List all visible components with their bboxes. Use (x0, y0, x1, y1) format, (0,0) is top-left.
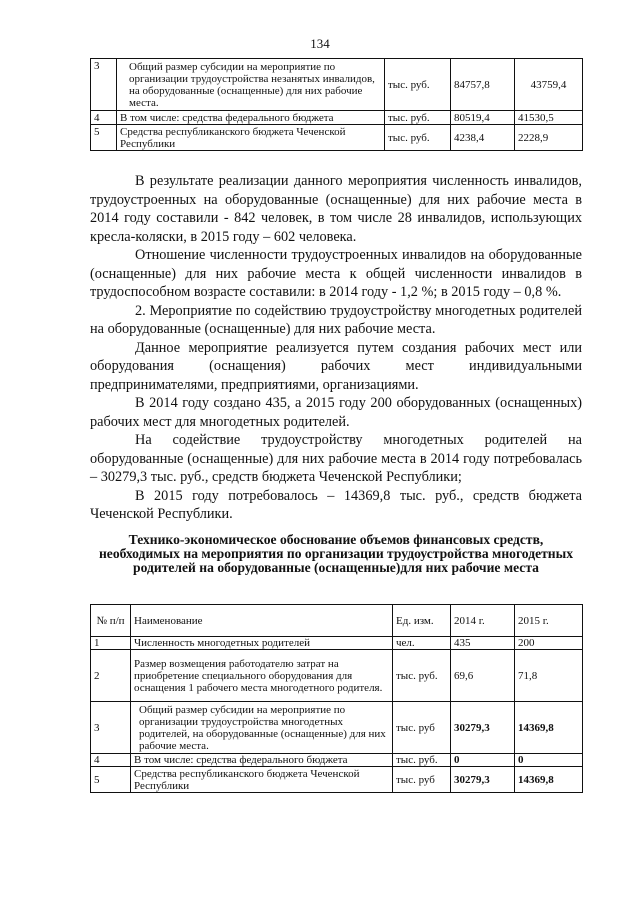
row-unit: тыс. руб. (385, 59, 451, 111)
row-number: 3 (91, 702, 131, 754)
body-text (90, 172, 582, 524)
row-value-2014: 84757,8 (451, 59, 515, 111)
row-name: Общий размер субсидии на мероприятие по организации трудоустройства незанятых инвалидов, на оборудованные (оснащенные) для них рабочие места. (117, 59, 385, 111)
header-name: Наименование (131, 605, 393, 637)
row-unit: тыс. руб. (385, 125, 451, 151)
row-value-2014: 4238,4 (451, 125, 515, 151)
paragraph: В 2014 году создано 435, а 2015 году 200 оборудованных (оснащенных) рабочих мест для многодетных родителей. (90, 395, 582, 430)
page-number: 134 (310, 36, 330, 51)
row-number: 5 (91, 767, 131, 793)
row-value-2015: 41530,5 (515, 111, 583, 125)
table-row (91, 702, 583, 754)
row-value-2014: 69,6 (451, 650, 515, 702)
row-value-2015: 71,8 (515, 650, 583, 702)
paragraph: 2. Мероприятие по содействию трудоустройству многодетных родителей на оборудованные (оснащенные) для них рабочие места. (90, 302, 582, 337)
row-name: Средства республиканского бюджета Чеченской Республики (117, 125, 385, 151)
header-num: № п/п (91, 605, 131, 637)
row-value-2015: 14369,8 (515, 767, 583, 793)
row-unit: тыс. руб (393, 702, 451, 754)
row-unit: тыс. руб (393, 767, 451, 793)
row-value-2015: 14369,8 (515, 702, 583, 754)
table-row (91, 754, 583, 767)
row-number: 4 (91, 754, 131, 767)
row-number: 5 (91, 125, 117, 151)
row-value-2014: 30279,3 (451, 767, 515, 793)
row-name: Средства республиканского бюджета Чеченской Республики (131, 767, 393, 793)
row-unit: тыс. руб. (385, 111, 451, 125)
subsidy-parents-table (90, 604, 583, 793)
row-unit: тыс. руб. (393, 650, 451, 702)
paragraph: В 2015 году потребовалось – 14369,8 тыс. руб., средств бюджета Чеченской Республики. (90, 487, 582, 522)
header-2015: 2015 г. (515, 605, 583, 637)
table-row (91, 125, 583, 151)
paragraph: В результате реализации данного мероприятия численность инвалидов, трудоустроенных на оборудованные (оснащенные) для них рабочие места в 2014 году составили - 842 человек, в том числе 28 инвалидов, использующих кресла-коляски, в 2015 году – 602 человека. (90, 173, 582, 245)
paragraph: На содействие трудоустройству многодетных родителей на оборудованные (оснащенные) для них рабочие места в 2014 году потребовалась – 30279,3 тыс. руб., средств бюджета Чеченской Республики; (90, 432, 582, 485)
row-name: Общий размер субсидии на мероприятие по организации трудоустройства многодетных родителей, на оборудованные (оснащенные) для них рабочие места. (131, 702, 393, 754)
row-name: Численность многодетных родителей (131, 637, 393, 650)
row-value-2015: 43759,4 (515, 59, 583, 111)
table-header-row (91, 605, 583, 637)
row-value-2014: 435 (451, 637, 515, 650)
table-row (91, 650, 583, 702)
row-value-2014: 80519,4 (451, 111, 515, 125)
table-row (91, 767, 583, 793)
table-row (91, 637, 583, 650)
row-value-2015: 2228,9 (515, 125, 583, 151)
row-value-2015: 200 (515, 637, 583, 650)
table-row (91, 59, 583, 111)
row-name: В том числе: средства федерального бюджета (117, 111, 385, 125)
header-2014: 2014 г. (451, 605, 515, 637)
row-number: 2 (91, 650, 131, 702)
row-unit: тыс. руб. (393, 754, 451, 767)
row-name: Размер возмещения работодателю затрат на приобретение специального оборудования для оснащения 1 рабочего места многодетного родителя. (131, 650, 393, 702)
paragraph: Данное мероприятие реализуется путем создания рабочих мест или оборудования (оснащения) рабочих мест индивидуальными предпринимателями, предприятиями, организациями. (90, 339, 582, 393)
row-value-2015: 0 (515, 754, 583, 767)
header-unit: Ед. изм. (393, 605, 451, 637)
row-number: 3 (91, 59, 117, 111)
row-unit: чел. (393, 637, 451, 650)
row-value-2014: 30279,3 (451, 702, 515, 754)
row-number: 1 (91, 637, 131, 650)
table-row (91, 111, 583, 125)
row-value-2014: 0 (451, 754, 515, 767)
section-title: Технико-экономическое обоснование объемов финансовых средств, необходимых на мероприятия по организации трудоустройства многодетных родителей на оборудованные (оснащенные)для них рабочие места (98, 532, 574, 575)
row-name: В том числе: средства федерального бюджета (131, 754, 393, 767)
subsidy-disabled-table (90, 58, 583, 151)
row-number: 4 (91, 111, 117, 125)
paragraph: Отношение численности трудоустроенных инвалидов на оборудованные (оснащенные) для них рабочие места к общей численности инвалидов в трудоспособном возрасте составили: в 2014 году - 1,2 %; в 2015 году – 0,8 %. (90, 247, 582, 300)
